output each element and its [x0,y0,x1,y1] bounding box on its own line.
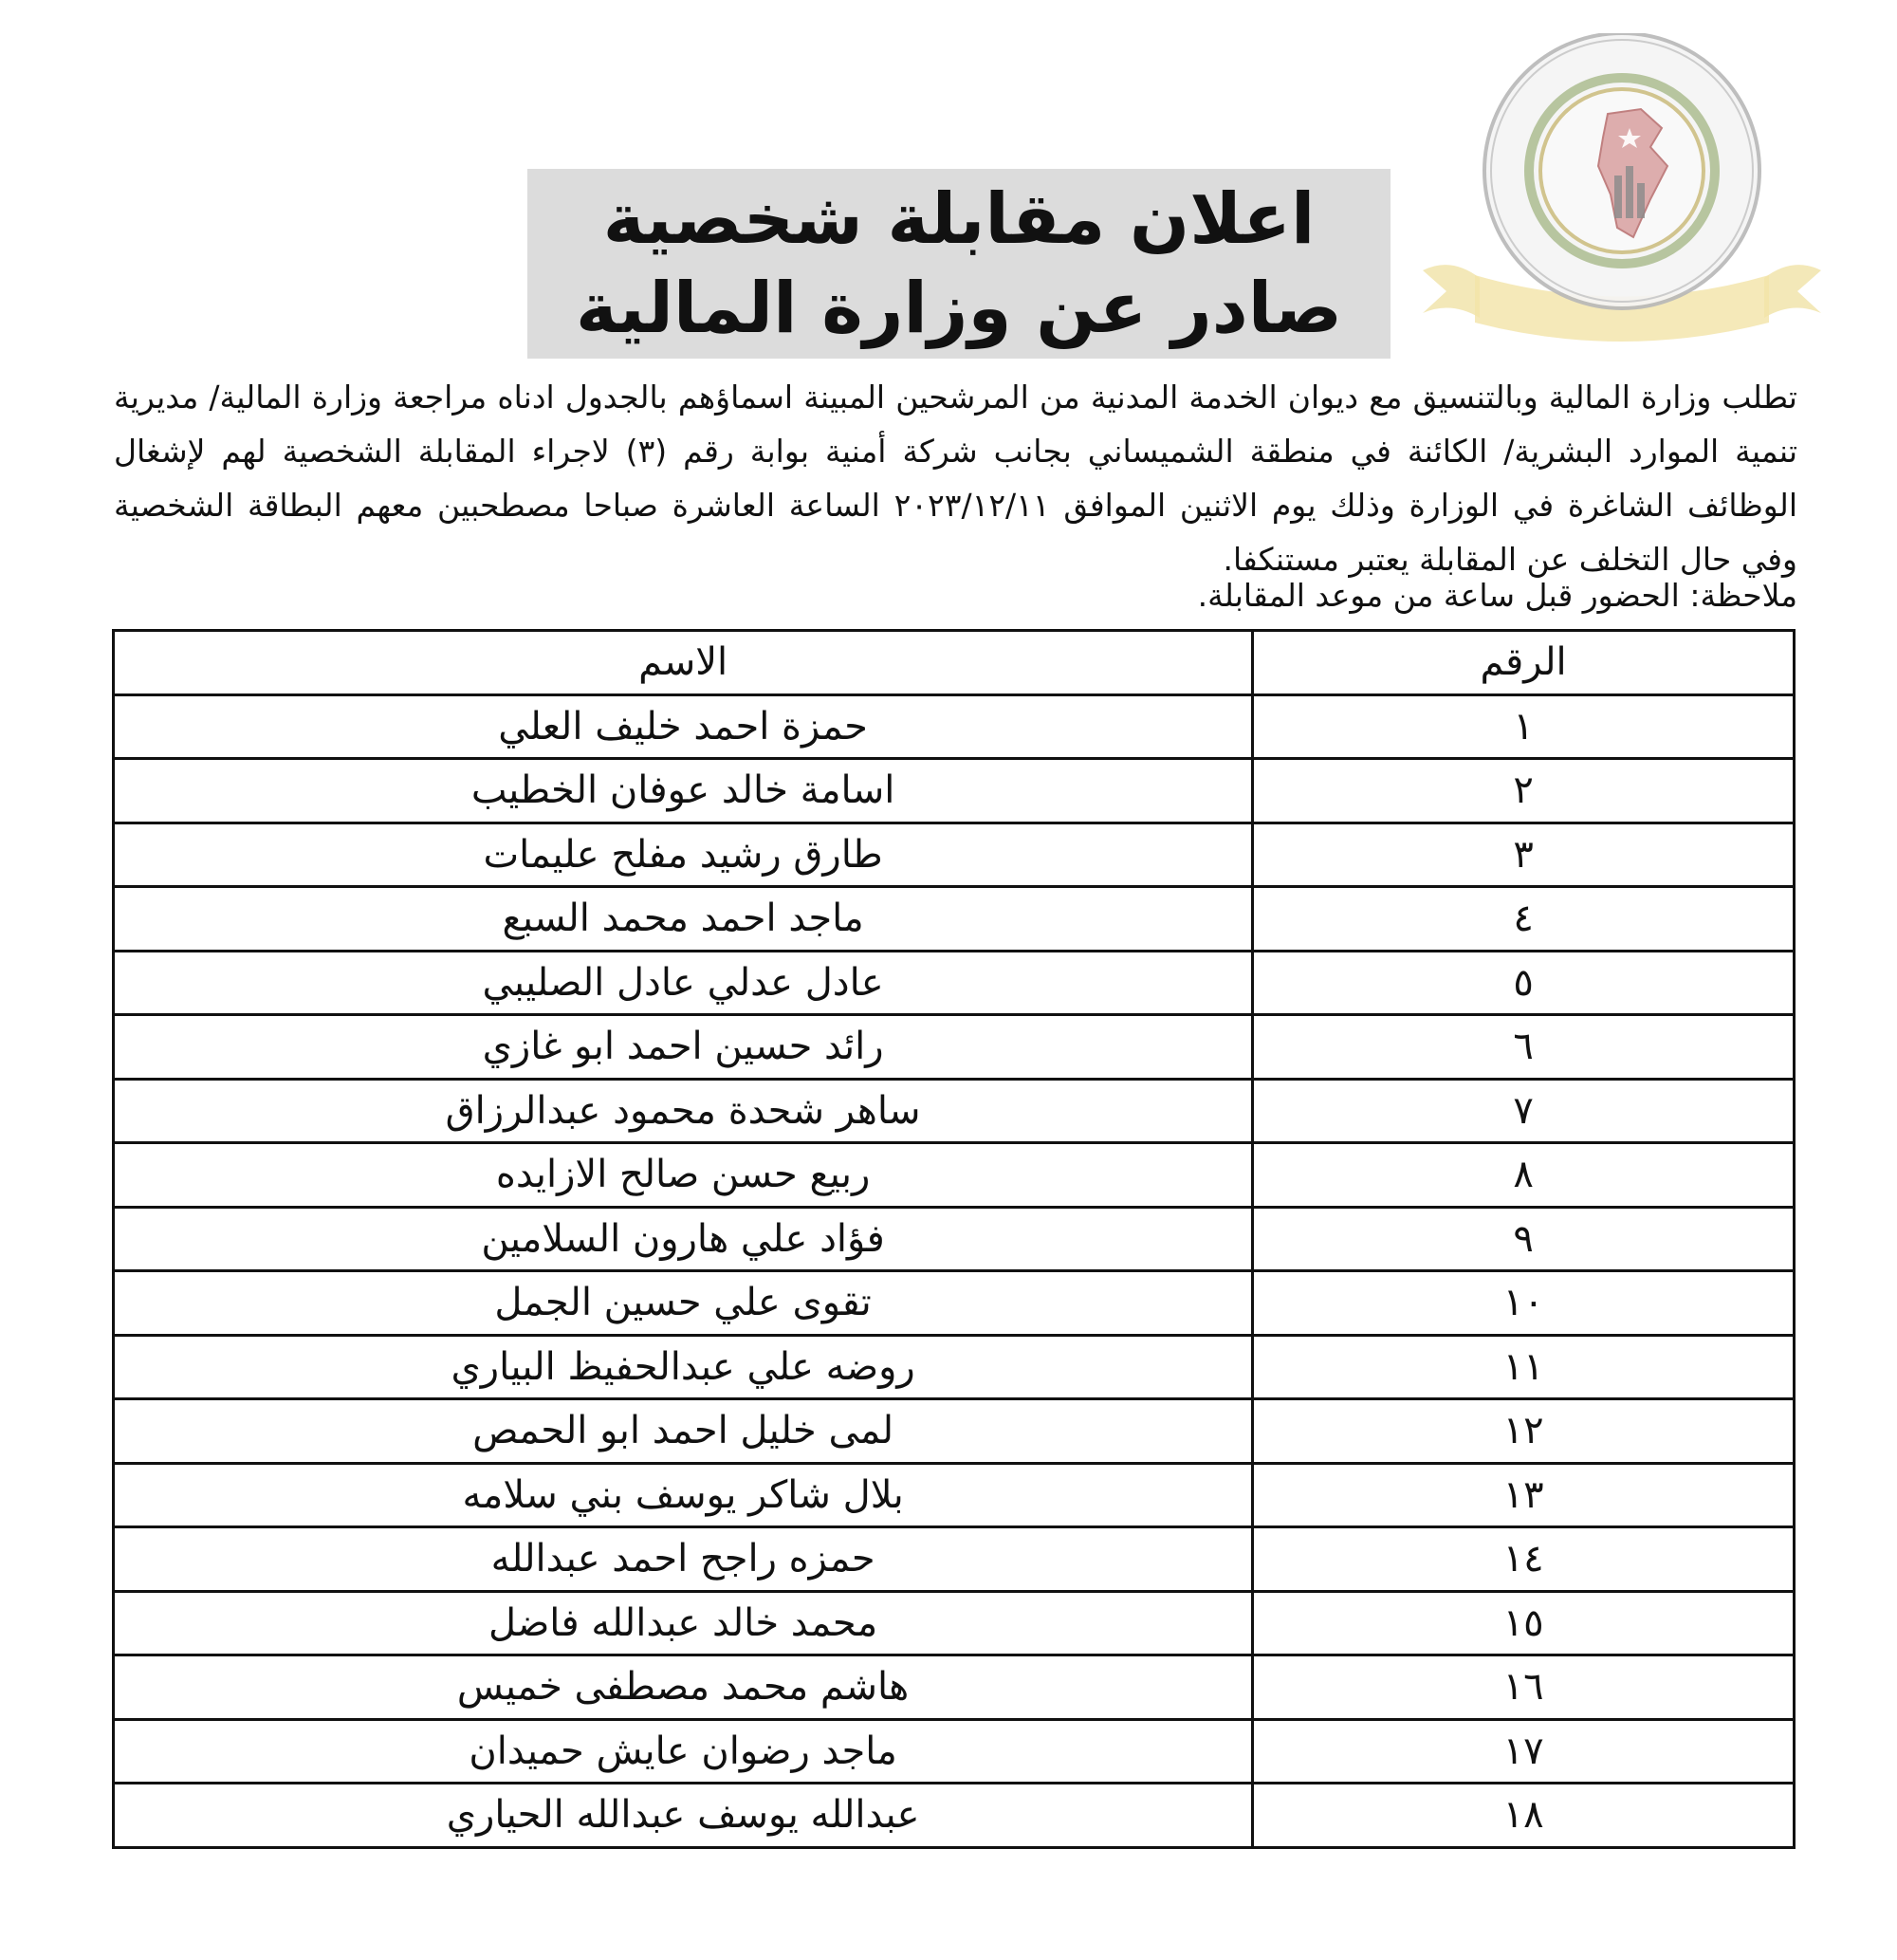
row-name: روضه علي عبدالحفيظ البياري [114,1335,1253,1399]
note-text: ملاحظة: الحضور قبل ساعة من موعد المقابلة. [1197,577,1797,614]
table-row [114,1655,1795,1720]
table-row [114,823,1795,887]
row-name: تقوى علي حسين الجمل [114,1271,1253,1336]
row-name: ماجد احمد محمد السبع [114,887,1253,952]
row-name: ماجد رضوان عايش حميدان [114,1719,1253,1784]
row-number: ١٨ [1253,1784,1795,1848]
table-row [114,1591,1795,1655]
row-number: ١٣ [1253,1463,1795,1527]
table-row [114,1335,1795,1399]
row-name: طارق رشيد مفلح عليمات [114,823,1253,887]
title-line-2: صادر عن وزارة المالية [576,268,1342,349]
row-number: ١١ [1253,1335,1795,1399]
row-number: ٤ [1253,887,1795,952]
table-row [114,1079,1795,1143]
row-number: ٩ [1253,1207,1795,1271]
row-number: ٣ [1253,823,1795,887]
intro-paragraph: تطلب وزارة المالية وبالتنسيق مع ديوان الخدمة المدنية من المرشحين المبينة اسماؤهم بالجدول ادناه مراجعة وزارة المالية/ مديرية تنمية الموارد البشرية/ الكائنة في منطقة الشميساني بجانب شركة أمنية بوابة رقم (٣) لاجراء المقابلة الشخصية لهم لإشغال الوظائف الشاغرة في الوزارة وذلك يوم الاثنين الموافق ٢٠٢٣/١٢/١١ الساعة العاشرة صباحا مصطحبين معهم البطاقة الشخصية وفي حال التخلف عن المقابلة يعتبر مستنكفا. [114,379,1798,578]
title-line-1: اعلان مقابلة شخصية [602,178,1316,260]
row-number: ٢ [1253,759,1795,823]
row-number: ١٥ [1253,1591,1795,1655]
row-number: ١ [1253,694,1795,759]
row-number: ٦ [1253,1015,1795,1080]
row-number: ٧ [1253,1079,1795,1143]
row-number: ١٦ [1253,1655,1795,1720]
announcement-title [527,169,1391,359]
row-number: ٨ [1253,1143,1795,1208]
row-number: ١٢ [1253,1399,1795,1464]
row-name: فؤاد علي هارون السلامين [114,1207,1253,1271]
row-number: ١٧ [1253,1719,1795,1784]
header-name: الاسم [114,631,1253,695]
row-name: حمزة احمد خليف العلي [114,694,1253,759]
table-row [114,1015,1795,1080]
table-row [114,1463,1795,1527]
table-row [114,1784,1795,1848]
table-row [114,1207,1795,1271]
row-name: ساهر شحدة محمود عبدالرزاق [114,1079,1253,1143]
row-name: اسامة خالد عوفان الخطيب [114,759,1253,823]
row-name: حمزه راجح احمد عبدالله [114,1527,1253,1592]
table-row [114,759,1795,823]
table-row [114,887,1795,952]
row-name: ربيع حسن صالح الازايده [114,1143,1253,1208]
row-name: عبدالله يوسف عبدالله الحياري [114,1784,1253,1848]
row-number: ٥ [1253,951,1795,1015]
row-name: بلال شاكر يوسف بني سلامه [114,1463,1253,1527]
row-name: عادل عدلي عادل الصليبي [114,951,1253,1015]
table-row [114,1271,1795,1336]
row-name: هاشم محمد مصطفى خميس [114,1655,1253,1720]
row-name: لمى خليل احمد ابو الحمص [114,1399,1253,1464]
table-header-row [114,631,1795,695]
table-row [114,1719,1795,1784]
header-number: الرقم [1253,631,1795,695]
row-number: ١٤ [1253,1527,1795,1592]
table-row [114,1527,1795,1592]
table-row [114,694,1795,759]
row-number: ١٠ [1253,1271,1795,1336]
emblem-icon [1413,33,1831,356]
table-row [114,1399,1795,1464]
row-name: رائد حسين احمد ابو غازي [114,1015,1253,1080]
civil-service-bureau-logo [1413,33,1831,356]
candidates-table [112,629,1796,1849]
table-row [114,951,1795,1015]
table-row [114,1143,1795,1208]
row-name: محمد خالد عبدالله فاضل [114,1591,1253,1655]
